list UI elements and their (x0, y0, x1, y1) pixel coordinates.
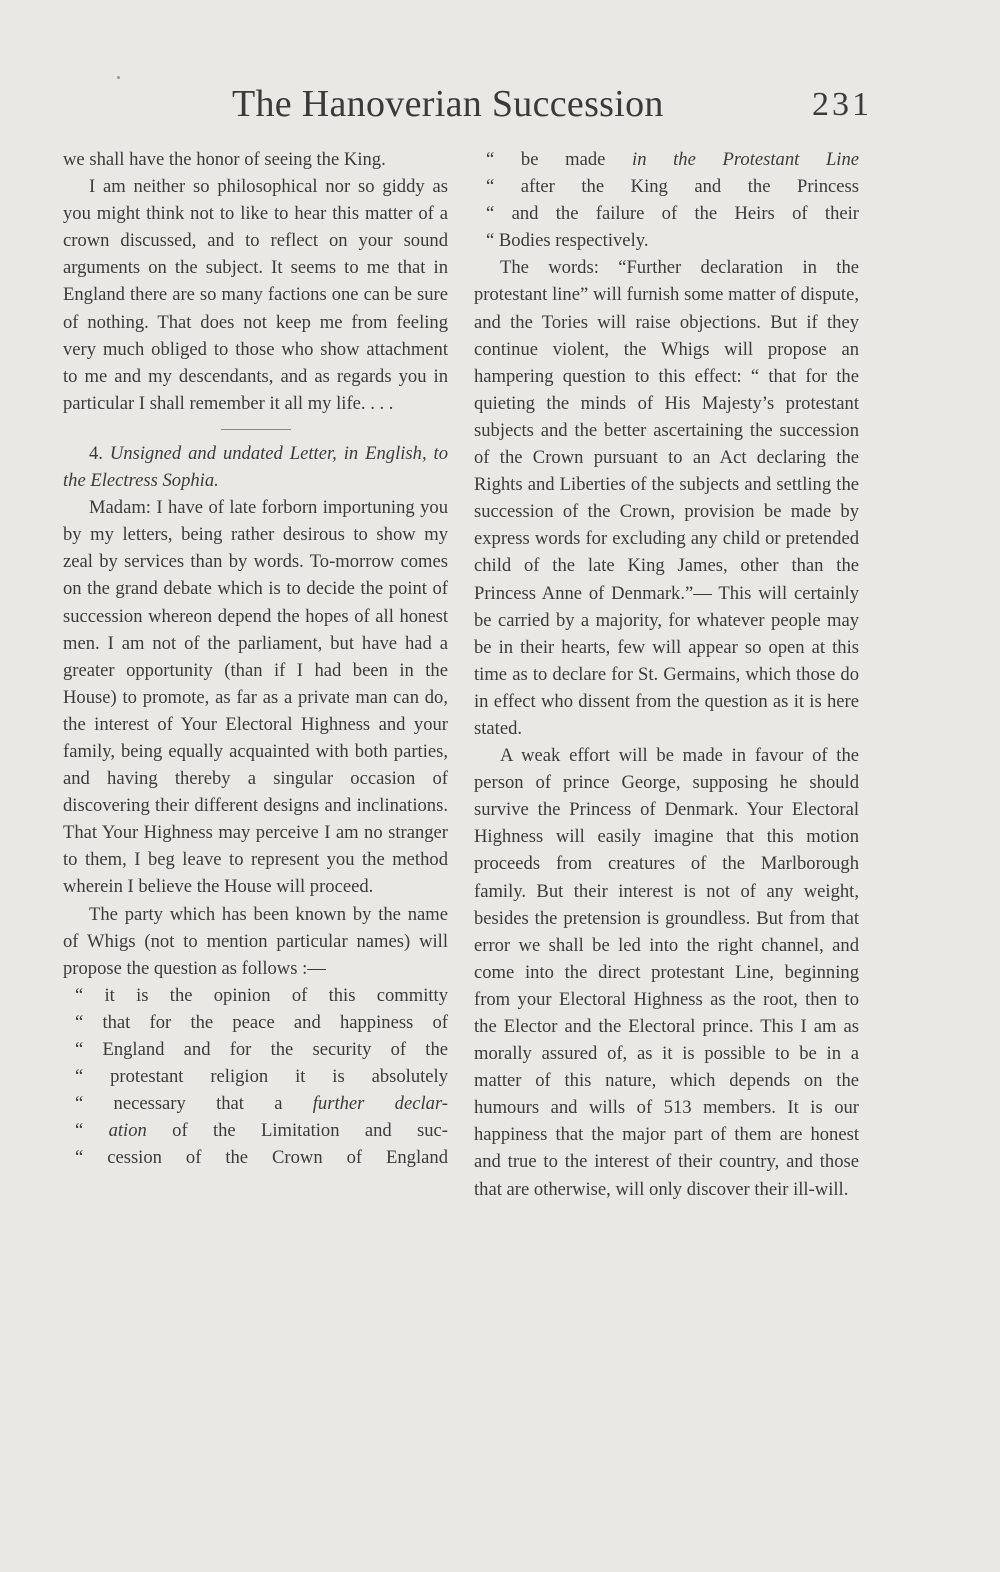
section-number: 4. (89, 442, 103, 464)
quote-line: “ and the failure of the Heirs of their (486, 203, 859, 225)
quote-line: “ that for the peace and happiness of (75, 1011, 448, 1033)
section-title: Unsigned and undated Letter, (109, 442, 337, 464)
paragraph: The party which has been known by the name of Whigs (not to mention particular names) will propose the question as follows :— (63, 903, 448, 979)
paragraph: I am neither so philosophical nor so giddy as you might think not to like to hear this matter of a crown discussed, and to reflect on your sound arguments on the subject. It seems to me that in England there are so many factions one can be sure of nothing. That does not keep me from feeling very much obliged to those who show attachment to me and my descendants, and as regards you in particular I shall remember it all my life. . . . (63, 176, 448, 414)
quote-line: “ cession of the Crown of England (75, 1147, 448, 1169)
quote-line (75, 1117, 448, 1144)
paragraph: we shall have the honor of seeing the King. (63, 149, 386, 170)
page-header (0, 76, 1000, 136)
section-divider (221, 429, 291, 430)
quote-line: “ protestant religion it is absolutely (75, 1066, 448, 1088)
section-heading (63, 440, 448, 494)
paragraph: A weak effort will be made in favour of the person of prince George, supposing he should survive the Princess of Denmark. Your Electoral Highness will easily imagine that this motion proceeds from creatures of the Marlborough family. But their interest is not of any weight, besides the pretension is groundless. But from that error we shall be led into the right channel, and come into the direct protestant Line, beginning from your Electoral Highness as the root, then to the Elector and the Electoral prince. This I am as morally assured of, as it is possible to be in a matter of this nature, which depends on the humours and wills of 513 members. It is our happiness that the major part of them are honest and true to the interest of their country, and those that are otherwise, will only discover their ill-will. (474, 745, 859, 1200)
quoted-resolution-continued (474, 146, 859, 254)
quote-line: “ after the King and the Princess (486, 176, 859, 198)
quote-text: “ necessary that a (75, 1093, 313, 1115)
paragraph: Madam: I have of late forborn importuning you by my letters, being rather desirous to show my zeal by services than by words. To-morrow comes on the grand debate which is to decide the point of succession whereon depend the hopes of all honest men. I am not of the parliament, but have had a greater opportunity (than if I had been in the House) to promote, as far as a private man can do, the interest of Your Electoral Highness and your family, being equally acquainted with both parties, and having thereby a singular occasion of discovering their different designs and inclinations. That Your Highness may perceive I am no stranger to them, I beg leave to represent you the method wherein I believe the House will proceed. (63, 497, 448, 898)
quote-line: “ it is the opinion of this committy (75, 984, 448, 1006)
section-title-continued: in English, to the Electress Sophia. (63, 442, 449, 492)
quote-italic: further declar- (312, 1093, 448, 1115)
quote-text: “ (75, 1120, 109, 1142)
quote-italic: ation (108, 1120, 147, 1142)
page-number: 231 (812, 86, 872, 123)
quoted-resolution (63, 982, 448, 1172)
quote-line (486, 146, 859, 173)
right-column (474, 146, 859, 1203)
quote-line: “ Bodies respectively. (486, 230, 649, 252)
paragraph: The words: “Further declaration in the protestant line” will furnish some matter of dispute, and the Tories will raise objections. But if they continue violent, the Whigs will propose an hampering question to this effect: “ that for the quieting the minds of His Majesty’s protestant subjects and the better ascertaining the succession of the Crown pursuant to an Act declaring the Rights and Liberties of the subjects and settling the succession of the Crown, provision be made by express words for excluding any child or pretended child of the late King James, other than the Princess Anne of Denmark.”— This will certainly be carried by a majority, for whatever people may be in their hearts, few will appear so open at this time as to declare for St. Germains, which those do in effect who dissent from the question as it is here stated. (474, 257, 859, 739)
quote-text: “ be made (486, 149, 633, 170)
left-column (63, 146, 448, 1171)
quote-line (75, 1090, 448, 1117)
quote-line: “ England and for the security of the (75, 1039, 448, 1060)
running-title: The Hanoverian Succession (232, 83, 664, 125)
quote-italic: in the Protestant Line (632, 149, 860, 170)
quote-text: of the Limitation and suc- (146, 1120, 448, 1142)
